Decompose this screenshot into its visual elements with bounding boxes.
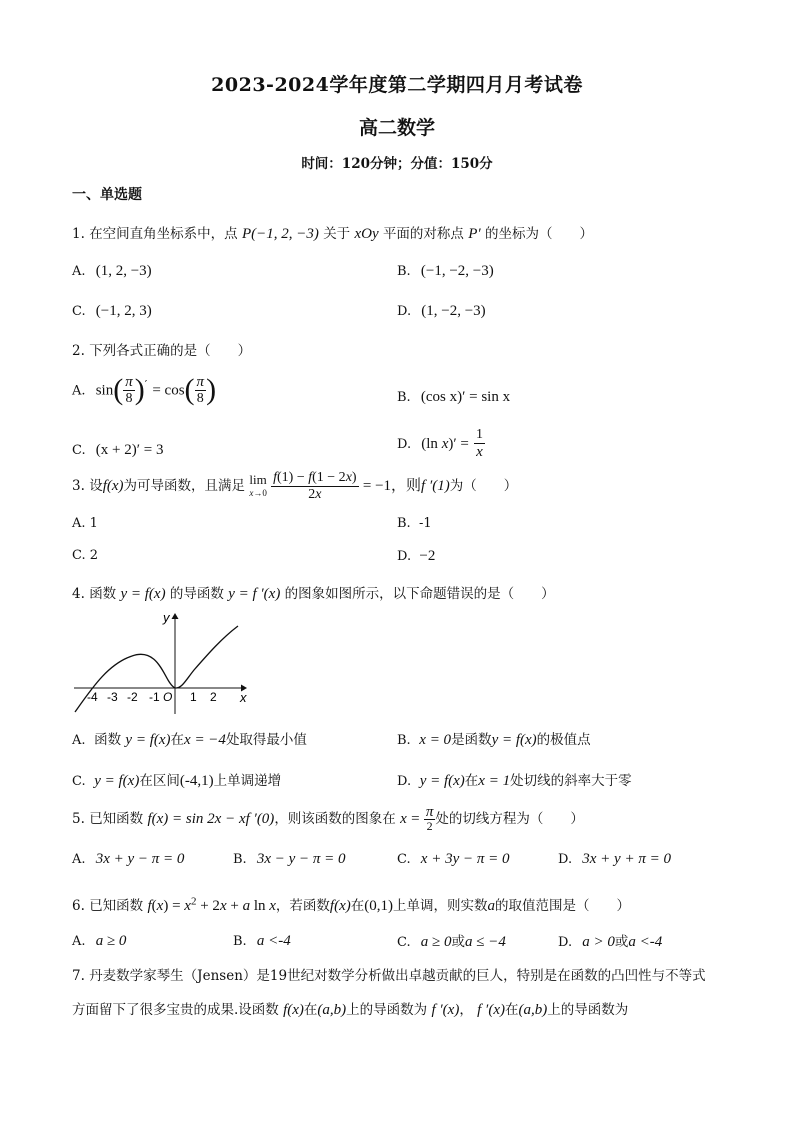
question-7 bbox=[72, 964, 706, 984]
q7-comma: ， bbox=[459, 1002, 473, 1018]
question-2 bbox=[72, 339, 251, 359]
q6-text-a: 已知函数 bbox=[89, 898, 144, 914]
q2-option-c: C. (x + 2)′ = 3 bbox=[72, 442, 164, 458]
q2-c-value: (x + 2)′ = 3 bbox=[95, 442, 164, 458]
question-4 bbox=[72, 582, 555, 603]
exam-title: 2023-2024学年度第二学期四月月考试卷 bbox=[211, 74, 583, 96]
question-1 bbox=[72, 222, 593, 243]
tick-label: -2 bbox=[127, 690, 138, 704]
q1-option-b: B. (−1, −2, −3) bbox=[397, 263, 494, 279]
y-axis-label: y bbox=[163, 610, 170, 625]
q4-text-c: 的图象如图所示，以下命题错误的是（ ） bbox=[284, 586, 555, 602]
q3-option-d: D. −2 bbox=[397, 548, 436, 564]
q4-option-b: B. x = 0是函数y = f(x)的极值点 bbox=[397, 732, 591, 748]
q4-f2: y = f ′(x) bbox=[228, 586, 281, 602]
q4-a-f: y = f(x) bbox=[125, 732, 171, 748]
q6-option-c: C. a ≥ 0或a ≤ −4 bbox=[397, 934, 506, 950]
tick-label: 1 bbox=[190, 690, 197, 704]
question-number: 2. bbox=[72, 343, 85, 359]
question-number: 7. bbox=[72, 968, 85, 984]
q4-c-int: (-4,1) bbox=[179, 773, 214, 789]
q1-b-value: (−1, −2, −3) bbox=[420, 263, 494, 279]
q3-fp: f ′(1) bbox=[421, 478, 450, 494]
q6-d-or: 或 bbox=[614, 934, 629, 950]
q4-a-x: x = −4 bbox=[184, 732, 226, 748]
q6-c-a: a ≥ 0 bbox=[420, 934, 452, 950]
q7-line2-a: 方面留下了很多宝贵的成果.设函数 bbox=[72, 1002, 279, 1018]
q7-line2 bbox=[72, 998, 628, 1019]
q3-a-value: 1 bbox=[89, 516, 98, 531]
q7-fp2: f ′(x) bbox=[477, 1002, 505, 1018]
q6-a-value: a ≥ 0 bbox=[95, 933, 127, 949]
origin-label: O bbox=[163, 690, 173, 704]
q5-b-value: 3x − y − π = 0 bbox=[256, 851, 346, 867]
section-heading: 一、单选题 bbox=[72, 187, 142, 203]
q4-f1: y = f(x) bbox=[120, 586, 166, 602]
q7-in: 在 bbox=[303, 1002, 318, 1018]
q2-option-d: D. (ln x)′ = $\frac{1}{x}$ bbox=[397, 427, 483, 460]
q7-f: f(x) bbox=[283, 1002, 304, 1018]
q6-text-c: 在 bbox=[350, 898, 365, 914]
q4-text-a: 函数 bbox=[89, 586, 117, 602]
q3-option-c: C. 2 bbox=[72, 548, 99, 563]
question-number: 3. bbox=[72, 478, 85, 494]
question-number: 5. bbox=[72, 811, 85, 827]
q5-c-value: x + 3y − π = 0 bbox=[420, 851, 510, 867]
q1-c-value: (−1, 2, 3) bbox=[95, 303, 152, 319]
q4-option-a: A. 函数 y = f(x)在x = −4处取得最小值 bbox=[72, 732, 307, 748]
q3-d-value: −2 bbox=[419, 548, 436, 564]
q3-option-b: B. -1 bbox=[397, 516, 432, 531]
q5-option-b: B. 3x − y − π = 0 bbox=[233, 851, 346, 867]
question-number: 4. bbox=[72, 586, 85, 602]
q6-option-b: B. a <-4 bbox=[233, 933, 291, 949]
q1-option-a: A. (1, 2, −3) bbox=[72, 263, 152, 279]
exam-info: 时间：120分钟；分值：150分 bbox=[301, 156, 493, 172]
tick-label: -3 bbox=[107, 690, 118, 704]
q6-c-or: 或 bbox=[451, 934, 466, 950]
q4-b-text-a: 是函数 bbox=[451, 732, 492, 748]
q5-text-c: 处的切线方程为（ ） bbox=[435, 811, 584, 827]
tick-label: -1 bbox=[149, 690, 160, 704]
x-axis-label: x bbox=[240, 690, 247, 705]
q7-line2-c: 上的导函数为 bbox=[547, 1002, 629, 1018]
q4-option-d: D. y = f(x)在x = 1处切线的斜率大于零 bbox=[397, 773, 632, 789]
derivative-graph bbox=[70, 608, 260, 718]
q6-d-b: a <-4 bbox=[628, 934, 663, 950]
q1-d-value: (1, −2, −3) bbox=[421, 303, 486, 319]
q1-text-c: 平面的对称点 bbox=[382, 226, 464, 242]
q3-text-b: 为可导函数，且满足 bbox=[123, 478, 246, 494]
q7-line1: 丹麦数学家琴生（Jensen）是19世纪对数学分析做出卓越贡献的巨人，特别是在函数的凸凹性与不等式 bbox=[89, 968, 706, 984]
question-5: 5. 已知函数 f(x) = sin 2x − xf ′(0)，则该函数的图象在 x = $\frac{\pi}{2}$ 处的切线方程为（ ） bbox=[72, 804, 584, 833]
q6-text-b: ，若函数 bbox=[275, 898, 330, 914]
q7-ab2: (a,b) bbox=[518, 1002, 548, 1018]
q5-text-a: 已知函数 bbox=[89, 811, 144, 827]
q6-a: a bbox=[487, 898, 495, 914]
q6-b-value: a <-4 bbox=[256, 933, 291, 949]
q4-d-f: y = f(x) bbox=[419, 773, 465, 789]
question-number: 6. bbox=[72, 898, 85, 914]
q3-fx: f(x) bbox=[102, 478, 124, 494]
q2-option-b: B. (cos x)′ = sin x bbox=[397, 389, 511, 405]
q3-text-a: 设 bbox=[89, 478, 103, 494]
q4-a-text-b: 在 bbox=[170, 732, 185, 748]
q7-fp: f ′(x) bbox=[431, 1002, 460, 1018]
q6-int: (0,1) bbox=[364, 898, 393, 914]
q3-text-c: = −1，则 bbox=[362, 478, 422, 494]
q6-option-a: A. a ≥ 0 bbox=[72, 933, 127, 949]
q1-text-a: 在空间直角坐标系中，点 bbox=[89, 226, 238, 242]
q4-option-c: C. y = f(x)在区间(-4,1)上单调递增 bbox=[72, 773, 282, 789]
q3-text-d: 为（ ） bbox=[449, 478, 518, 494]
q4-d-x: x = 1 bbox=[478, 773, 511, 789]
q4-a-text-c: 处取得最小值 bbox=[225, 732, 307, 748]
question-6: 6. 已知函数 $f(x) = x^2 + 2x + a$ ln x，若函数f(x)在(0,1)上单调，则实数a的取值范围是（ ） bbox=[72, 895, 630, 914]
q2-option-a: A. sin( $\frac{\pi}{8}$ )′ = cos( $\frac{\pi}{8}$ ) bbox=[72, 373, 217, 406]
q6-option-d: D. a > 0或a <-4 bbox=[558, 934, 663, 950]
q3-option-a: A. 1 bbox=[72, 516, 98, 531]
q1-text-b: 关于 bbox=[323, 226, 351, 242]
q5-option-d: D. 3x + y + π = 0 bbox=[558, 851, 671, 867]
q5-a-value: 3x + y − π = 0 bbox=[95, 851, 185, 867]
q6-f: f(x) bbox=[329, 898, 351, 914]
q4-d-text-a: 在 bbox=[464, 773, 479, 789]
q4-b-x: x = 0 bbox=[419, 732, 452, 748]
q4-c-text-a: 在区间 bbox=[139, 773, 180, 789]
q1-pprime: P′ bbox=[468, 226, 481, 242]
q1-plane: xOy bbox=[354, 226, 379, 242]
q6-text-e: 的取值范围是（ ） bbox=[495, 898, 630, 914]
q1-a-value: (1, 2, −3) bbox=[95, 263, 152, 279]
question-3: 3. 设f(x)为可导函数，且满足 lim x→0 $\frac{f(1) - f(1 - 2x)}{2x}$ = −1，则f ′(1)为（ ） bbox=[72, 470, 518, 502]
q5-text-b: ，则该函数的图象在 bbox=[274, 811, 396, 827]
subject-title: 高二数学 bbox=[358, 117, 435, 139]
q3-c-value: 2 bbox=[89, 548, 99, 563]
q4-c-text-b: 上单调递增 bbox=[213, 773, 282, 789]
question-number: 1. bbox=[72, 226, 85, 242]
q5-fx: f(x) = sin 2x − xf ′(0) bbox=[147, 811, 275, 827]
tick-label: -4 bbox=[87, 690, 98, 704]
q5-d-value: 3x + y + π = 0 bbox=[582, 851, 671, 867]
q4-a-text-a: 函数 bbox=[94, 732, 122, 748]
q5-option-c: C. x + 3y − π = 0 bbox=[397, 851, 510, 867]
q1-option-c: C. (−1, 2, 3) bbox=[72, 303, 152, 319]
q4-d-text-b: 处切线的斜率大于零 bbox=[510, 773, 632, 789]
q2-b-value: (cos x)′ = sin x bbox=[420, 389, 511, 405]
q6-text-d: 上单调，则实数 bbox=[393, 898, 488, 914]
q2-text: 下列各式正确的是（ ） bbox=[89, 343, 252, 359]
q1-point: P(−1, 2, −3) bbox=[241, 226, 319, 242]
q1-option-d: D. (1, −2, −3) bbox=[397, 303, 486, 319]
q4-b-f: y = f(x) bbox=[491, 732, 537, 748]
q4-b-text-b: 的极值点 bbox=[536, 732, 591, 748]
q5-option-a: A. 3x + y − π = 0 bbox=[72, 851, 185, 867]
q4-c-f: y = f(x) bbox=[94, 773, 140, 789]
q4-text-b: 的导函数 bbox=[169, 586, 224, 602]
q7-in2: 在 bbox=[504, 1002, 519, 1018]
q6-d-a: a > 0 bbox=[582, 934, 615, 950]
q1-text-d: 的坐标为（ ） bbox=[484, 226, 593, 242]
q7-line2-b: 上的导函数为 bbox=[346, 1002, 428, 1018]
tick-label: 2 bbox=[210, 690, 217, 704]
q6-c-b: a ≤ −4 bbox=[465, 934, 506, 950]
q7-ab: (a,b) bbox=[317, 1002, 347, 1018]
q3-b-value: -1 bbox=[418, 516, 432, 531]
